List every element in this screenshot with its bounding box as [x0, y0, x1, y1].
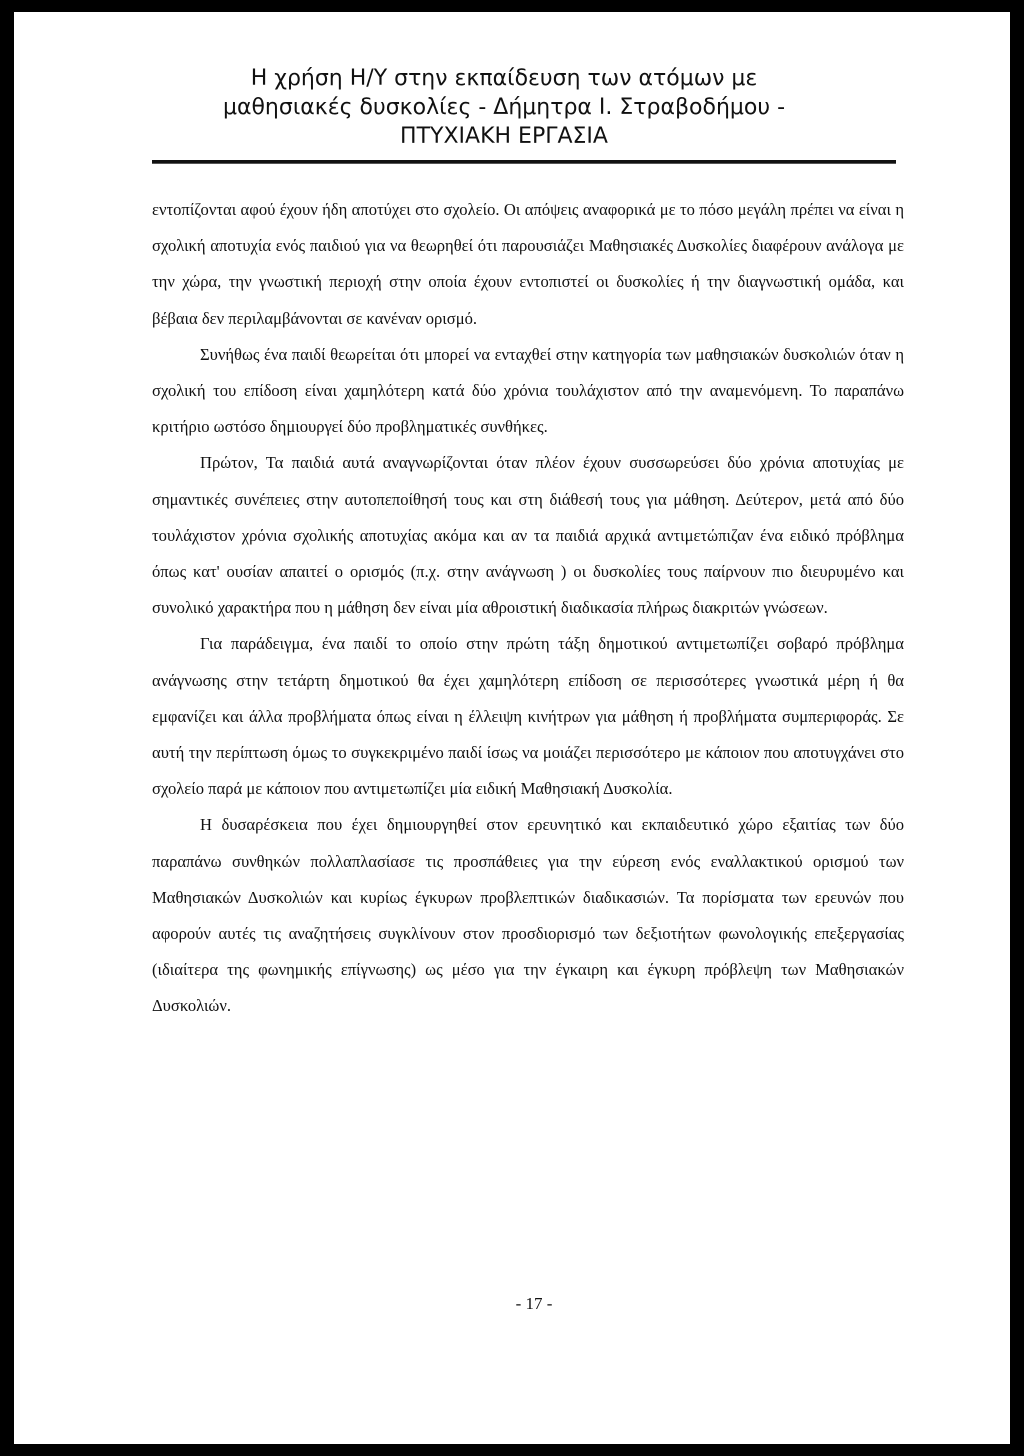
page-number: - 17 - — [515, 1294, 553, 1313]
paragraph-4: Για παράδειγμα, ένα παιδί το οποίο στην πρώτη τάξη δημοτικού αντιμετωπίζει σοβαρό πρόβλημα ανάγνωσης στην τετάρτη δημοτικού θα έχει χαμηλότερη επίδοση σε περισσότερες γνωστικά μέρη ή θα εμφανίζει και άλλα προβλήματα όπως είναι η έλλειψη κινήτρων για μάθηση ή προβλήματα συμπεριφοράς. Σε αυτή την περίπτωση όμως το συγκεκριμένο παιδί ίσως να μοιάζει περισσότερο με κάποιον που αποτυγχάνει στο σχολείο παρά με κάποιον που αντιμετωπίζει μία ειδική Μαθησιακή Δυσκολία. — [152, 634, 904, 799]
header-line-1: Η χρήση Η/Υ στην εκπαίδευση των ατόμων με — [250, 66, 758, 91]
body-text — [152, 192, 904, 1025]
document-page — [14, 12, 1010, 1444]
paragraph-3: Πρώτον, Τα παιδιά αυτά αναγνωρίζονται όταν πλέον έχουν συσσωρεύσει δύο χρόνια αποτυχίας με σημαντικές συνέπειες στην αυτοπεποίθησή τους και στη διάθεσή τους για μάθηση. Δεύτερον, μετά από δύο τουλάχιστον χρόνια σχολικής αποτυχίας ακόμα και αν τα παιδιά αρχικά αντιμετώπιζαν ένα ειδικό πρόβλημα όπως κατ' ουσίαν απαιτεί ο ορισμός (π.χ. στην ανάγνωση ) οι δυσκολίες τους παίρνουν πιο διευρυμένο και συνολικό χαρακτήρα που η μάθηση δεν είναι μία αθροιστική διαδικασία πλήρως διακριτών γνώσεων. — [152, 453, 904, 618]
running-header — [154, 64, 854, 151]
header-rule — [152, 160, 896, 164]
header-line-3: ΠΤΥΧΙΑΚΗ ΕΡΓΑΣΙΑ — [400, 124, 608, 149]
header-line-2: μαθησιακές δυσκολίες - Δήμητρα Ι. Στραβοδήμου - — [222, 95, 786, 120]
paragraph-2: Συνήθως ένα παιδί θεωρείται ότι μπορεί να ενταχθεί στην κατηγορία των μαθησιακών δυσκολιών όταν η σχολική του επίδοση είναι χαμηλότερη κατά δύο χρόνια τουλάχιστον από την αναμενόμενη. Το παραπάνω κριτήριο ωστόσο δημιουργεί δύο προβληματικές συνθήκες. — [152, 344, 904, 437]
paragraph-1: εντοπίζονται αφού έχουν ήδη αποτύχει στο σχολείο. Οι απόψεις αναφορικά με το πόσο μεγάλη πρέπει να είναι η σχολική αποτυχία ενός παιδιού για να θεωρηθεί ότι παρουσιάζει Μαθησιακές Δυσκολίες διαφέρουν ανάλογα με την χώρα, την γνωστική περιοχή στην οποία έχουν εντοπιστεί οι δυσκολίες ή την διαγνωστική ομάδα, και βέβαια δεν περιλαμβάνονται σε κανέναν ορισμό. — [152, 200, 904, 328]
paragraph-5: Η δυσαρέσκεια που έχει δημιουργηθεί στον ερευνητικό και εκπαιδευτικό χώρο εξαιτίας των δύο παραπάνω συνθηκών πολλαπλασίασε τις προσπάθειες για την εύρεση ενός εναλλακτικού ορισμού των Μαθησιακών Δυσκολιών και κυρίως έγκυρων προβλεπτικών διαδικασιών. Τα πορίσματα των ερευνών που αφορούν αυτές τις αναζητήσεις συγκλίνουν στον προσδιορισμό των δεξιοτήτων φωνολογικής επεξεργασίας (ιδιαίτερα της φωνημικής επίγνωσης) ως μέσο για την έγκαιρη και έγκυρη πρόβλεψη των Μαθησιακών Δυσκολιών. — [152, 815, 904, 1016]
